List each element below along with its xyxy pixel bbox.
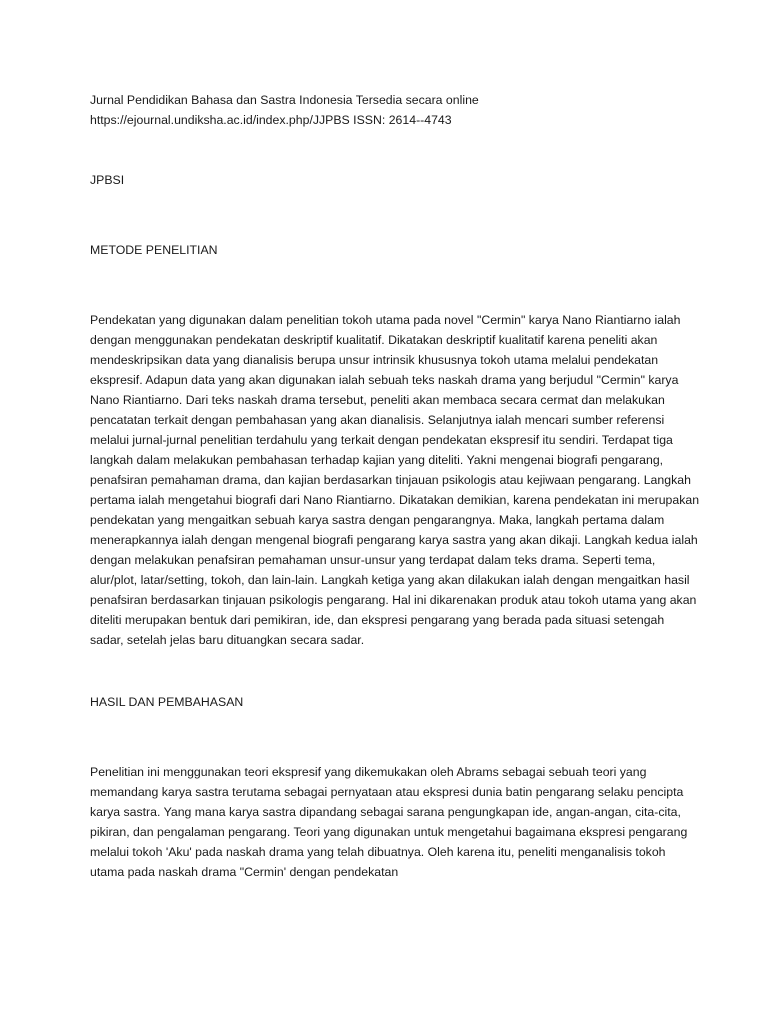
journal-url-line: https://ejournal.undiksha.ac.id/index.php/JJPBS ISSN: 2614--4743 (90, 113, 452, 127)
journal-label: JPBSI (90, 173, 125, 187)
section-heading-hasil: HASIL DAN PEMBAHASAN (90, 695, 244, 709)
paragraph-hasil: Penelitian ini menggunakan teori ekspresif yang dikemukakan oleh Abrams sebagai sebuah teori yang memandang karya sastra terutama sebagai pernyataan atau ekspresi dunia batin pengarang selaku pencipta karya sastra. Yang mana karya sastra dipandang sebagai sarana pengungkapan ide, angan-angan, cita-cita, pikiran, dan pengalaman pengarang. Teori yang digunakan untuk mengetahui bagaimana ekspresi pengarang melalui tokoh 'Aku' pada naskah drama yang telah dibuatnya. Oleh karena itu, peneliti menganalisis tokoh utama pada naskah drama "Cermin' dengan pendekatan (90, 765, 688, 879)
paragraph-metode: Pendekatan yang digunakan dalam penelitian tokoh utama pada novel "Cermin" karya Nano Riantiarno ialah dengan menggunakan pendekatan deskriptif kualitatif. Dikatakan deskriptif kualitatif karena peneliti akan mendeskripsikan data yang dianalisis berupa unsur intrinsik khususnya tokoh utama melalui pendekatan ekspresif. Adapun data yang akan digunakan ialah sebuah teks naskah drama yang berjudul "Cermin" karya Nano Riantiarno. Dari teks naskah drama tersebut, peneliti akan membaca secara cermat dan melakukan pencatatan terkait dengan pembahasan yang akan dianalisis. Selanjutnya ialah mencari sumber referensi melalui jurnal-jurnal penelitian terdahulu yang terkait dengan pendekatan ekspresif itu sendiri. Terdapat tiga langkah dalam melakukan pembahasan terhadap kajian yang diteliti. Yakni mengenai biografi pengarang, penafsiran pemahaman drama, dan kajian berdasarkan tinjauan psikologis atau kejiwaan pengarang. Langkah pertama ialah mengetahui biografi dari Nano Riantiarno. Dikatakan demikian, karena pendekatan ini merupakan pendekatan yang mengaitkan sebuah karya sastra dengan pengarangnya. Maka, langkah pertama dalam menerapkannya ialah dengan mengenal biografi pengarang karya sastra yang akan dikaji. Langkah kedua ialah dengan melakukan penafsiran pemahaman unsur-unsur yang terdapat dalam teks drama. Seperti tema, alur/plot, latar/setting, tokoh, dan lain-lain. Langkah ketiga yang akan dilakukan ialah dengan mengaitkan hasil penafsiran berdasarkan tinjauan psikologis pengarang. Hal ini dikarenakan produk atau tokoh utama yang akan diteliti merupakan bentuk dari pemikiran, ide, dan ekspresi pengarang yang berada pada situasi setengah sadar, setelah jelas baru dituangkan secara sadar. (90, 313, 700, 647)
journal-title-line: Jurnal Pendidikan Bahasa dan Sastra Indonesia Tersedia secara online (90, 93, 479, 107)
document-page (90, 90, 700, 924)
section-heading-metode: METODE PENELITIAN (90, 243, 218, 257)
journal-header (90, 90, 700, 130)
